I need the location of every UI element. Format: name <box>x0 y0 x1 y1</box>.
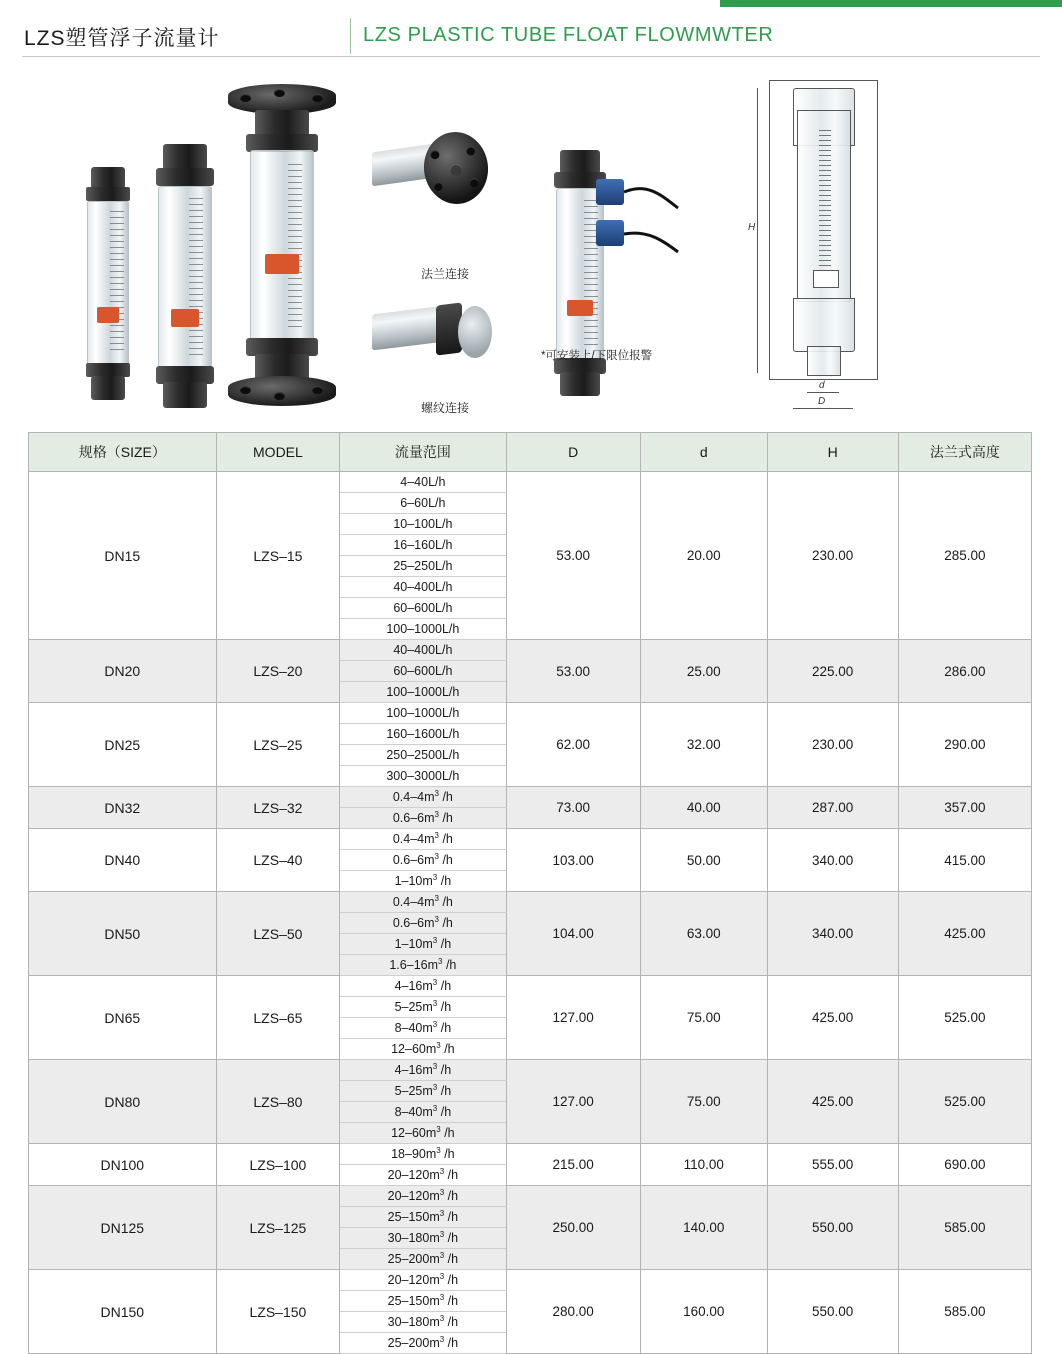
cell-d: 110.00 <box>640 1144 767 1186</box>
cell-flow-range: $20-120m^3$ /h <box>340 1270 506 1291</box>
cell-flow-range: $4-16m^3$ /h <box>340 976 506 997</box>
cell-flow-range: $1-10m^3$ /h <box>340 934 506 955</box>
cell-H: 550.00 <box>767 1186 898 1270</box>
cell-flow-range: 100–1000L/h <box>340 682 506 703</box>
cell-flow-range: 10–100L/h <box>340 514 506 535</box>
drawing-label-d: d <box>819 380 825 391</box>
cell-flow-range: $1-10m^3$ /h <box>340 871 506 892</box>
flowmeter-photo-flanged <box>222 84 342 404</box>
flowmeter-photo-medium <box>145 144 225 404</box>
header-size: 规格（SIZE） <box>29 433 217 472</box>
cell-D: 280.00 <box>506 1270 640 1354</box>
thread-connection-photo <box>372 290 492 370</box>
table-row <box>29 787 1032 808</box>
product-photo-band <box>0 62 1062 415</box>
cell-size: DN40 <box>29 829 217 892</box>
cell-d: 50.00 <box>640 829 767 892</box>
cell-size: DN20 <box>29 640 217 703</box>
cell-H: 340.00 <box>767 829 898 892</box>
cell-flow-range: $0.4-4m^3$ /h <box>340 829 506 850</box>
cell-D: 62.00 <box>506 703 640 787</box>
cell-D: 127.00 <box>506 976 640 1060</box>
cell-flow-range: $0.4-4m^3$ /h <box>340 787 506 808</box>
cell-d: 25.00 <box>640 640 767 703</box>
cell-model: LZS–40 <box>216 829 340 892</box>
cell-H: 225.00 <box>767 640 898 703</box>
cell-d: 32.00 <box>640 703 767 787</box>
cell-flow-range: $0.6-6m^3$ /h <box>340 808 506 829</box>
cell-flange-height: 585.00 <box>898 1270 1031 1354</box>
cell-flow-range: $25-150m^3$ /h <box>340 1207 506 1228</box>
cell-flow-range: $0.6-6m^3$ /h <box>340 850 506 871</box>
specification-table-wrapper <box>28 432 1032 1354</box>
cell-size: DN80 <box>29 1060 217 1144</box>
cell-H: 340.00 <box>767 892 898 976</box>
cell-flow-range: $0.6-6m^3$ /h <box>340 913 506 934</box>
cell-flow-range: 25–250L/h <box>340 556 506 577</box>
cell-size: DN150 <box>29 1270 217 1354</box>
table-row <box>29 703 1032 724</box>
table-row <box>29 976 1032 997</box>
cell-flange-height: 585.00 <box>898 1186 1031 1270</box>
alarm-switch-upper <box>596 179 624 205</box>
table-row <box>29 892 1032 913</box>
cell-flow-range: $8-40m^3$ /h <box>340 1102 506 1123</box>
cell-H: 287.00 <box>767 787 898 829</box>
cell-H: 425.00 <box>767 1060 898 1144</box>
cell-size: DN25 <box>29 703 217 787</box>
cell-flow-range: 4–40L/h <box>340 472 506 493</box>
cell-model: LZS–65 <box>216 976 340 1060</box>
flowmeter-photo-small <box>78 167 138 402</box>
cell-flow-range: $20-120m^3$ /h <box>340 1186 506 1207</box>
cell-size: DN15 <box>29 472 217 640</box>
cell-size: DN125 <box>29 1186 217 1270</box>
cell-flange-height: 425.00 <box>898 892 1031 976</box>
page-header <box>0 12 1062 58</box>
cell-H: 230.00 <box>767 703 898 787</box>
drawing-label-H: H <box>748 222 756 233</box>
table-row <box>29 640 1032 661</box>
cell-flow-range: $20-120m^3$ /h <box>340 1165 506 1186</box>
alarm-note: *可安装上/下限位报警 <box>541 350 653 362</box>
cell-d: 40.00 <box>640 787 767 829</box>
cell-size: DN100 <box>29 1144 217 1186</box>
table-row <box>29 472 1032 493</box>
cell-flow-range: 100–1000L/h <box>340 619 506 640</box>
header-D: D <box>506 433 640 472</box>
cell-flange-height: 525.00 <box>898 1060 1031 1144</box>
top-accent-bar <box>720 0 1062 7</box>
cell-D: 250.00 <box>506 1186 640 1270</box>
cell-flange-height: 286.00 <box>898 640 1031 703</box>
cell-flow-range: $25-150m^3$ /h <box>340 1291 506 1312</box>
cell-d: 160.00 <box>640 1270 767 1354</box>
cell-D: 215.00 <box>506 1144 640 1186</box>
cell-flow-range: $30-180m^3$ /h <box>340 1228 506 1249</box>
cell-flow-range: 6–60L/h <box>340 493 506 514</box>
cell-flow-range: $5-25m^3$ /h <box>340 997 506 1018</box>
table-row <box>29 1144 1032 1165</box>
cell-model: LZS–20 <box>216 640 340 703</box>
alarm-switch-lower <box>596 220 624 246</box>
cell-model: LZS–50 <box>216 892 340 976</box>
cell-model: LZS–125 <box>216 1186 340 1270</box>
cell-flow-range: 250–2500L/h <box>340 745 506 766</box>
cell-flange-height: 415.00 <box>898 829 1031 892</box>
specification-table <box>28 432 1032 1354</box>
thread-connection-label: 螺纹连接 <box>421 401 470 415</box>
page-title-chinese: LZS塑管浮子流量计 <box>24 27 220 50</box>
cell-flow-range: $25-200m^3$ /h <box>340 1249 506 1270</box>
cell-D: 53.00 <box>506 640 640 703</box>
cell-size: DN65 <box>29 976 217 1060</box>
cell-flow-range: 40–400L/h <box>340 577 506 598</box>
cell-flange-height: 690.00 <box>898 1144 1031 1186</box>
cell-flange-height: 357.00 <box>898 787 1031 829</box>
cell-flow-range: $5-25m^3$ /h <box>340 1081 506 1102</box>
cell-flow-range: 160–1600L/h <box>340 724 506 745</box>
table-row <box>29 1186 1032 1207</box>
title-divider <box>350 18 351 54</box>
cell-flow-range: 40–400L/h <box>340 640 506 661</box>
cell-flow-range: $25-200m^3$ /h <box>340 1333 506 1354</box>
cell-model: LZS–150 <box>216 1270 340 1354</box>
cell-flange-height: 525.00 <box>898 976 1031 1060</box>
cell-flow-range: 60–600L/h <box>340 661 506 682</box>
cell-flange-height: 290.00 <box>898 703 1031 787</box>
cell-flow-range: $0.4-4m^3$ /h <box>340 892 506 913</box>
cell-model: LZS–32 <box>216 787 340 829</box>
drawing-label-D: D <box>818 396 826 407</box>
cell-H: 230.00 <box>767 472 898 640</box>
cell-flow-range: $18-90m^3$ /h <box>340 1144 506 1165</box>
cell-flow-range: 60–600L/h <box>340 598 506 619</box>
cell-d: 75.00 <box>640 1060 767 1144</box>
cell-H: 425.00 <box>767 976 898 1060</box>
table-row <box>29 1060 1032 1081</box>
cell-flow-range: 16–160L/h <box>340 535 506 556</box>
cell-d: 140.00 <box>640 1186 767 1270</box>
cell-model: LZS–15 <box>216 472 340 640</box>
cell-flow-range: 100–1000L/h <box>340 703 506 724</box>
cell-flange-height: 285.00 <box>898 472 1031 640</box>
cell-D: 73.00 <box>506 787 640 829</box>
header-flow-range: 流量范围 <box>340 433 506 472</box>
cell-D: 103.00 <box>506 829 640 892</box>
cell-size: DN32 <box>29 787 217 829</box>
cell-model: LZS–100 <box>216 1144 340 1186</box>
header-model: MODEL <box>216 433 340 472</box>
cell-d: 20.00 <box>640 472 767 640</box>
cell-flow-range: $4-16m^3$ /h <box>340 1060 506 1081</box>
flange-connection-photo <box>372 124 492 209</box>
cell-flow-range: $30-180m^3$ /h <box>340 1312 506 1333</box>
dimension-drawing <box>745 70 945 410</box>
cell-d: 63.00 <box>640 892 767 976</box>
alarm-cable-icon <box>622 174 682 264</box>
table-row <box>29 1270 1032 1291</box>
flange-connection-label: 法兰连接 <box>421 267 470 281</box>
cell-model: LZS–25 <box>216 703 340 787</box>
cell-flow-range: $8-40m^3$ /h <box>340 1018 506 1039</box>
cell-d: 75.00 <box>640 976 767 1060</box>
cell-model: LZS–80 <box>216 1060 340 1144</box>
table-body <box>29 472 1032 1354</box>
header-H: H <box>767 433 898 472</box>
table-header-row <box>29 433 1032 472</box>
header-rule <box>22 56 1040 57</box>
table-row <box>29 829 1032 850</box>
cell-flow-range: 300–3000L/h <box>340 766 506 787</box>
cell-D: 127.00 <box>506 1060 640 1144</box>
header-d: d <box>640 433 767 472</box>
cell-H: 555.00 <box>767 1144 898 1186</box>
cell-D: 53.00 <box>506 472 640 640</box>
cell-size: DN50 <box>29 892 217 976</box>
cell-flow-range: $12-60m^3$ /h <box>340 1123 506 1144</box>
cell-H: 550.00 <box>767 1270 898 1354</box>
cell-flow-range: $1.6-16m^3$ /h <box>340 955 506 976</box>
cell-D: 104.00 <box>506 892 640 976</box>
flange-bottom <box>228 376 336 406</box>
page-title-english: LZS PLASTIC TUBE FLOAT FLOWMWTER <box>363 24 774 46</box>
cell-flow-range: $12-60m^3$ /h <box>340 1039 506 1060</box>
header-flange-height: 法兰式高度 <box>898 433 1031 472</box>
